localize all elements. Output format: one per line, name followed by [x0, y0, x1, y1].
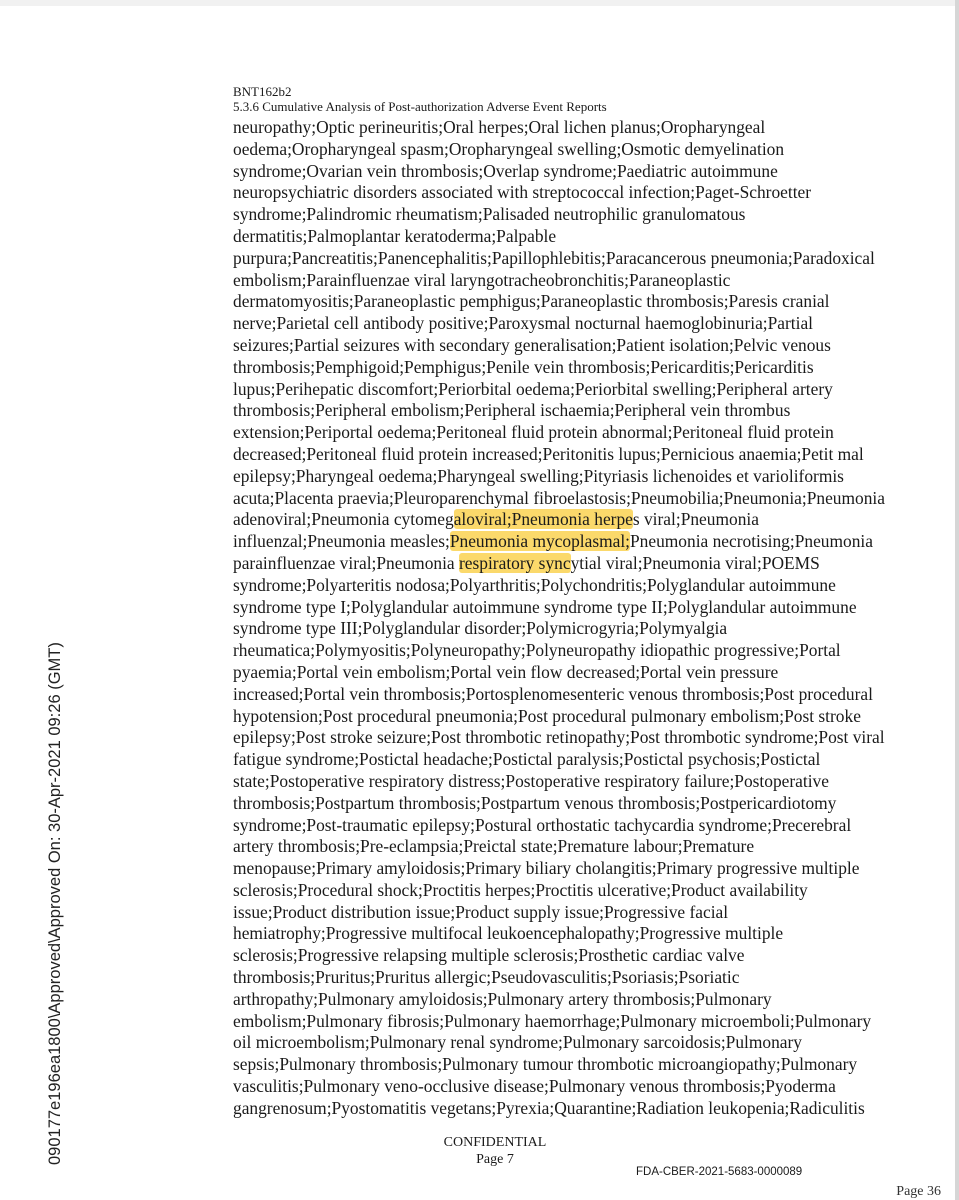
confidential-label: CONFIDENTIAL [443, 1135, 547, 1150]
text-segment: influenzal;Pneumonia measles; [233, 531, 450, 552]
text-segment: syndrome;Polyarteritis nodosa;Polyarthritis;Polychondritis;Polyglandular autoimmune [233, 574, 836, 595]
text-segment: oil microembolism;Pulmonary renal syndrome;Pulmonary sarcoidosis;Pulmonary [233, 1032, 802, 1053]
text-segment: ytial viral;Pneumonia viral;POEMS [570, 552, 820, 573]
text-segment: artery thrombosis;Pre-eclampsia;Preictal state;Premature labour;Premature [233, 836, 755, 857]
document-id: FDA-CBER-2021-5683-0000089 [636, 1166, 803, 1178]
text-line [233, 139, 885, 161]
text-line [233, 945, 885, 967]
highlighted-text: respiratory sync [459, 552, 571, 573]
text-line [233, 1032, 885, 1054]
text-segment: purpura;Pancreatitis;Panencephalitis;Papillophlebitis;Paracancerous pneumonia;Paradoxical [233, 247, 875, 268]
text-segment: s viral;Pneumonia [632, 509, 759, 530]
text-segment: neuropsychiatric disorders associated with streptococcal infection;Paget-Schroetter [233, 182, 812, 203]
page-number: Page 7 [476, 1152, 514, 1167]
text-segment: gangrenosum;Pyostomatitis vegetans;Pyrexia;Quarantine;Radiation leukopenia;Radiculitis [233, 1097, 865, 1118]
text-line [233, 204, 885, 226]
text-line [233, 357, 885, 379]
approval-stamp: 090177e196ea1800\Approved\Approved On: 30-Apr-2021 09:26 (GMT) [46, 642, 64, 1165]
text-segment: extension;Periportal oedema;Peritoneal fluid protein abnormal;Peritoneal fluid protein [233, 422, 834, 443]
text-segment: thrombosis;Pruritus;Pruritus allergic;Pseudovasculitis;Psoriasis;Psoriatic [233, 967, 740, 988]
text-line [233, 182, 885, 204]
text-line [233, 466, 885, 488]
document-body-text [233, 117, 885, 1120]
text-line [233, 836, 885, 858]
text-line [233, 640, 885, 662]
text-line [233, 400, 885, 422]
text-segment: issue;Product distribution issue;Product supply issue;Progressive facial [233, 901, 729, 922]
text-segment: sclerosis;Progressive relapsing multiple sclerosis;Prosthetic cardiac valve [233, 945, 745, 966]
text-segment: arthropathy;Pulmonary amyloidosis;Pulmonary artery thrombosis;Pulmonary [233, 988, 772, 1009]
text-segment: syndrome type I;Polyglandular autoimmune syndrome type II;Polyglandular autoimmune [233, 596, 857, 617]
viewer-page-indicator: Page 36 [896, 1184, 941, 1199]
text-segment: state;Postoperative respiratory distress;Postoperative respiratory failure;Postoperative [233, 770, 829, 791]
text-segment: vasculitis;Pulmonary veno-occlusive disease;Pulmonary venous thrombosis;Pyoderma [233, 1076, 836, 1097]
document-header-product: BNT162b2 [233, 84, 292, 99]
text-segment: acuta;Placenta praevia;Pleuroparenchymal fibroelastosis;Pneumobilia;Pneumonia;Pneumonia [233, 487, 885, 508]
text-line [233, 989, 885, 1011]
text-line [233, 749, 885, 771]
text-line [233, 662, 885, 684]
text-segment: thrombosis;Postpartum thrombosis;Postpartum venous thrombosis;Postpericardiotomy [233, 792, 837, 813]
text-line [233, 226, 885, 248]
text-line [233, 793, 885, 815]
page-edge [955, 0, 959, 1200]
text-segment: sepsis;Pulmonary thrombosis;Pulmonary tumour thrombotic microangiopathy;Pulmonary [233, 1054, 858, 1075]
text-line [233, 444, 885, 466]
text-segment: increased;Portal vein thrombosis;Portosplenomesenteric venous thrombosis;Post procedural [233, 683, 873, 704]
document-header-section: 5.3.6 Cumulative Analysis of Post-authorization Adverse Event Reports [233, 99, 607, 114]
text-segment: decreased;Peritoneal fluid protein increased;Peritonitis lupus;Pernicious anaemia;Petit mal [233, 443, 864, 464]
text-line [233, 488, 885, 510]
text-line [233, 335, 885, 357]
text-line [233, 727, 885, 749]
text-line [233, 379, 885, 401]
text-segment: syndrome;Ovarian vein thrombosis;Overlap syndrome;Paediatric autoimmune [233, 160, 778, 181]
text-segment: epilepsy;Post stroke seizure;Post thrombotic retinopathy;Post thrombotic syndrome;Post viral [233, 727, 885, 748]
text-segment: oedema;Oropharyngeal spasm;Oropharyngeal swelling;Osmotic demyelination [233, 138, 785, 159]
text-line [233, 291, 885, 313]
text-line [233, 1098, 885, 1120]
viewer-top-bar [0, 0, 959, 6]
text-line [233, 1054, 885, 1076]
text-line [233, 967, 885, 989]
text-line [233, 815, 885, 837]
text-segment: pyaemia;Portal vein embolism;Portal vein flow decreased;Portal vein pressure [233, 661, 779, 682]
text-segment: adenoviral;Pneumonia cytomeg [233, 509, 454, 530]
text-segment: neuropathy;Optic perineuritis;Oral herpes;Oral lichen planus;Oropharyngeal [233, 117, 766, 137]
text-segment: parainfluenzae viral;Pneumonia [233, 552, 459, 573]
text-segment: lupus;Perihepatic discomfort;Periorbital oedema;Periorbital swelling;Peripheral artery [233, 378, 833, 399]
text-line [233, 1011, 885, 1033]
text-segment: hemiatrophy;Progressive multifocal leukoencephalopathy;Progressive multiple [233, 923, 784, 944]
text-line [233, 923, 885, 945]
text-segment: fatigue syndrome;Postictal headache;Postictal paralysis;Postictal psychosis;Postictal [233, 749, 821, 770]
text-segment: syndrome;Palindromic rheumatism;Palisaded neutrophilic granulomatous [233, 204, 746, 225]
text-line [233, 531, 885, 553]
text-segment: embolism;Parainfluenzae viral laryngotracheobronchitis;Paraneoplastic [233, 269, 731, 290]
text-line [233, 553, 885, 575]
text-line [233, 684, 885, 706]
text-line [233, 248, 885, 270]
text-line [233, 597, 885, 619]
page-footer [380, 1134, 610, 1168]
text-line [233, 902, 885, 924]
text-line [233, 270, 885, 292]
text-line [233, 880, 885, 902]
text-line [233, 858, 885, 880]
text-line [233, 422, 885, 444]
text-segment: seizures;Partial seizures with secondary generalisation;Patient isolation;Pelvic venous [233, 334, 831, 355]
text-line [233, 1076, 885, 1098]
text-line [233, 117, 885, 139]
text-segment: dermatitis;Palmoplantar keratoderma;Palpable [233, 225, 557, 246]
text-line [233, 575, 885, 597]
text-line [233, 771, 885, 793]
text-segment: menopause;Primary amyloidosis;Primary biliary cholangitis;Primary progressive multiple [233, 858, 860, 879]
text-segment: thrombosis;Pemphigoid;Pemphigus;Penile vein thrombosis;Pericarditis;Pericarditis [233, 356, 814, 377]
text-line [233, 509, 885, 531]
text-segment: syndrome type III;Polyglandular disorder;Polymicrogyria;Polymyalgia [233, 618, 728, 639]
highlighted-text: aloviral;Pneumonia herpe [453, 509, 633, 530]
text-segment: Pneumonia necrotising;Pneumonia [630, 531, 873, 552]
text-line [233, 161, 885, 183]
text-line [233, 706, 885, 728]
text-line [233, 618, 885, 640]
text-line [233, 313, 885, 335]
text-segment: rheumatica;Polymyositis;Polyneuropathy;Polyneuropathy idiopathic progressive;Portal [233, 640, 841, 661]
text-segment: thrombosis;Peripheral embolism;Peripheral ischaemia;Peripheral vein thrombus [233, 400, 791, 421]
text-segment: epilepsy;Pharyngeal oedema;Pharyngeal swelling;Pityriasis lichenoides et varioliformis [233, 465, 844, 486]
text-segment: hypotension;Post procedural pneumonia;Post procedural pulmonary embolism;Post stroke [233, 705, 861, 726]
text-segment: syndrome;Post-traumatic epilepsy;Postural orthostatic tachycardia syndrome;Precerebral [233, 814, 852, 835]
text-segment: nerve;Parietal cell antibody positive;Paroxysmal nocturnal haemoglobinuria;Partial [233, 313, 814, 334]
text-segment: sclerosis;Procedural shock;Proctitis herpes;Proctitis ulcerative;Product availability [233, 879, 808, 900]
text-segment: dermatomyositis;Paraneoplastic pemphigus;Paraneoplastic thrombosis;Paresis cranial [233, 291, 830, 312]
highlighted-text: Pneumonia mycoplasmal; [449, 531, 630, 552]
text-segment: embolism;Pulmonary fibrosis;Pulmonary haemorrhage;Pulmonary microemboli;Pulmonary [233, 1010, 872, 1031]
